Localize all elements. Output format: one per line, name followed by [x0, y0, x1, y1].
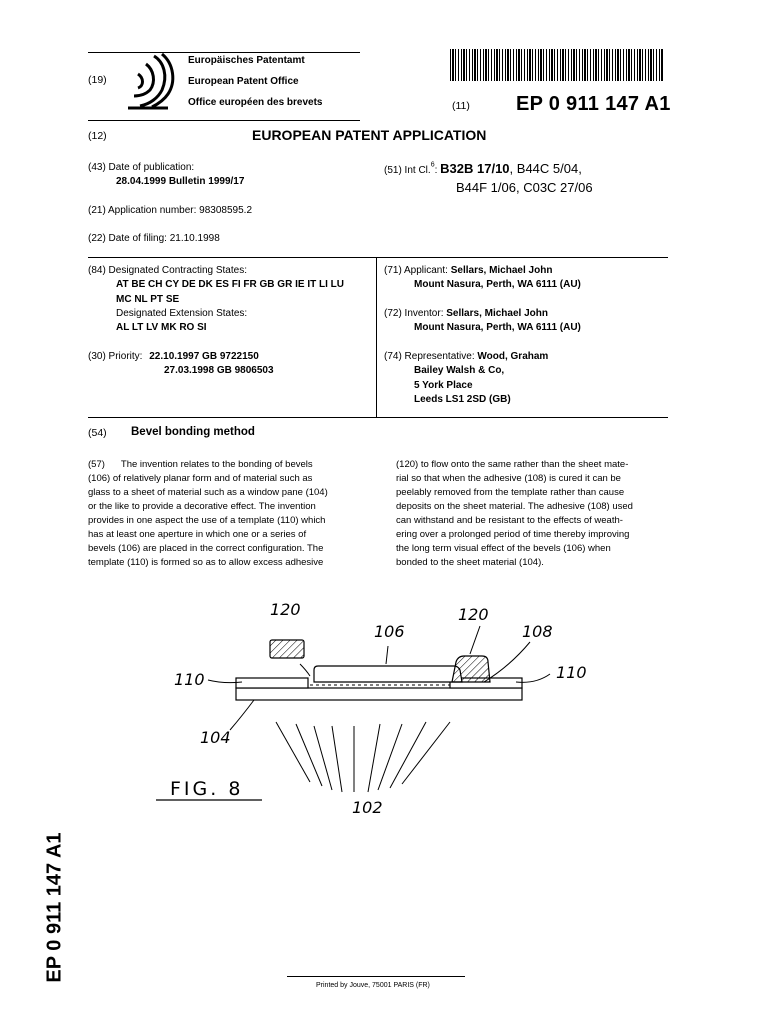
field-72-label: (72) Inventor: — [384, 308, 444, 319]
field-51-rest2: B44F 1/06, C03C 27/06 — [456, 180, 593, 196]
abstract-number: (57) — [88, 459, 105, 470]
inid-11: (11) — [452, 100, 470, 112]
field-30-line-1: 22.10.1997 GB 9722150 — [149, 351, 259, 362]
epo-logo — [124, 52, 180, 112]
field-51-colon: : — [434, 165, 441, 176]
office-name-en: European Patent Office — [188, 76, 299, 87]
field-74-name: Wood, Graham — [477, 351, 549, 362]
invention-title: Bevel bonding method — [131, 426, 255, 438]
field-74-line-3: 5 York Place — [414, 379, 473, 391]
abstract-line-12: deposits on the sheet material. The adhesive (108) used — [396, 501, 633, 512]
abstract-line-3: glass to a sheet of material such as a window pane (104) — [88, 487, 328, 498]
field-30-line-2: 27.03.1998 GB 9806503 — [164, 365, 274, 377]
biblio-rule-mid — [376, 257, 377, 417]
template-110-left — [236, 678, 308, 688]
abstract-line-4: or the like to provide a decorative effect. The invention — [88, 501, 316, 512]
label-110-right: 110 — [556, 663, 587, 682]
field-71 — [384, 264, 581, 293]
abstract-line-13: can withstand and be resistant to the effects of weath- — [396, 515, 623, 526]
label-110-left: 110 — [174, 670, 205, 689]
label-106: 106 — [374, 622, 405, 641]
footer-rule — [287, 976, 465, 977]
field-71-label: (71) Applicant: — [384, 265, 448, 276]
field-51 — [384, 160, 593, 195]
abstract-line-14: ering over a prolonged period of time thereby improving — [396, 529, 630, 540]
field-30-label: (30) Priority: — [88, 351, 143, 362]
sheet-104 — [236, 688, 522, 700]
abstract-line-10: rial so that when the adhesive (108) is cured it can be — [396, 473, 621, 484]
field-71-address: Mount Nasura, Perth, WA 6111 (AU) — [414, 279, 581, 291]
printer-note: Printed by Jouve, 75001 PARIS (FR) — [316, 982, 430, 989]
header-rule-top — [88, 52, 360, 53]
inid-12: (12) — [88, 130, 107, 142]
abstract-line-8: template (110) is formed so as to allow excess adhesive — [88, 557, 324, 568]
abstract-line-15: the long term visual effect of the bevels (106) when — [396, 543, 611, 554]
leader-120-right — [470, 626, 480, 654]
header-rule-bottom — [88, 120, 360, 121]
field-74-label: (74) Representative: — [384, 351, 475, 362]
field-71-name: Sellars, Michael John — [450, 265, 553, 276]
field-43-label: (43) Date of publication: — [88, 162, 195, 173]
abstract-right — [396, 458, 672, 570]
office-name-fr: Office européen des brevets — [188, 97, 323, 108]
abstract-line-7: bevels (106) are placed in the correct configuration. The — [88, 543, 324, 554]
field-84-ext-label: Designated Extension States: — [116, 307, 248, 319]
inid-19: (19) — [88, 74, 107, 86]
abstract-line-11: peelably removed from the template rather than cause — [396, 487, 625, 498]
side-publication-number: EP 0 911 147 A1 — [43, 832, 66, 983]
abstract-line-9: (120) to flow onto the same rather than the sheet mate- — [396, 459, 629, 470]
field-84-label: (84) Designated Contracting States: — [88, 265, 247, 276]
barcode — [450, 49, 664, 81]
biblio-rule-bottom — [88, 417, 668, 418]
figure-caption: FIG. 8 — [170, 778, 244, 800]
peel-arrow — [300, 664, 310, 676]
abstract-line-6: has at least one aperture in which one or a series of — [88, 529, 307, 540]
title-number: (54) — [88, 427, 107, 439]
bevel-106 — [314, 666, 462, 682]
leader-104 — [230, 700, 254, 730]
field-72-address: Mount Nasura, Perth, WA 6111 (AU) — [414, 322, 581, 334]
document-type: EUROPEAN PATENT APPLICATION — [252, 127, 487, 143]
adhesive-120-left — [270, 640, 304, 658]
field-74-line-4: Leeds LS1 2SD (GB) — [414, 393, 511, 405]
field-21: (21) Application number: 98308595.2 — [88, 205, 253, 216]
publication-number: EP 0 911 147 A1 — [516, 93, 671, 115]
label-104: 104 — [200, 728, 231, 747]
field-30 — [88, 350, 274, 379]
biblio-rule-top — [88, 257, 668, 258]
field-74 — [384, 350, 548, 407]
abstract-line-1: The invention relates to the bonding of bevels — [120, 459, 313, 470]
abstract-left — [88, 458, 364, 570]
adhesive-120-right — [452, 656, 490, 682]
field-74-line-2: Bailey Walsh & Co, — [414, 365, 505, 377]
abstract-line-2: (106) of relatively planar form and of material such as — [88, 473, 313, 484]
field-22: (22) Date of filing: 21.10.1998 — [88, 233, 220, 244]
label-102: 102 — [352, 798, 383, 817]
field-43-value: 28.04.1999 Bulletin 1999/17 — [116, 176, 245, 188]
field-43 — [88, 161, 244, 190]
label-120-left: 120 — [270, 600, 301, 619]
label-120-right: 120 — [458, 605, 489, 624]
field-84-ext: AL LT LV MK RO SI — [116, 322, 207, 334]
leader-106 — [386, 646, 388, 664]
label-108: 108 — [522, 622, 553, 641]
office-name-de: Europäisches Patentamt — [188, 55, 305, 66]
light-rays-102 — [276, 722, 450, 792]
field-84-states-1: AT BE CH CY DE DK ES FI FR GB GR IE IT LI LU — [116, 279, 344, 291]
field-72 — [384, 307, 581, 336]
leader-108 — [484, 642, 530, 682]
abstract-line-5: provides in one aspect the use of a template (110) which — [88, 515, 326, 526]
field-84 — [88, 264, 344, 335]
field-51-rest1: , B44C 5/04, — [509, 161, 582, 176]
field-72-name: Sellars, Michael John — [446, 308, 548, 319]
abstract-line-16: bonded to the sheet material (104). — [396, 557, 544, 568]
field-84-states-2: MC NL PT SE — [116, 293, 180, 305]
field-51-label: (51) Int Cl. — [384, 165, 431, 176]
field-51-sup: 6 — [430, 161, 435, 169]
field-51-main: B32B 17/10 — [440, 161, 510, 176]
